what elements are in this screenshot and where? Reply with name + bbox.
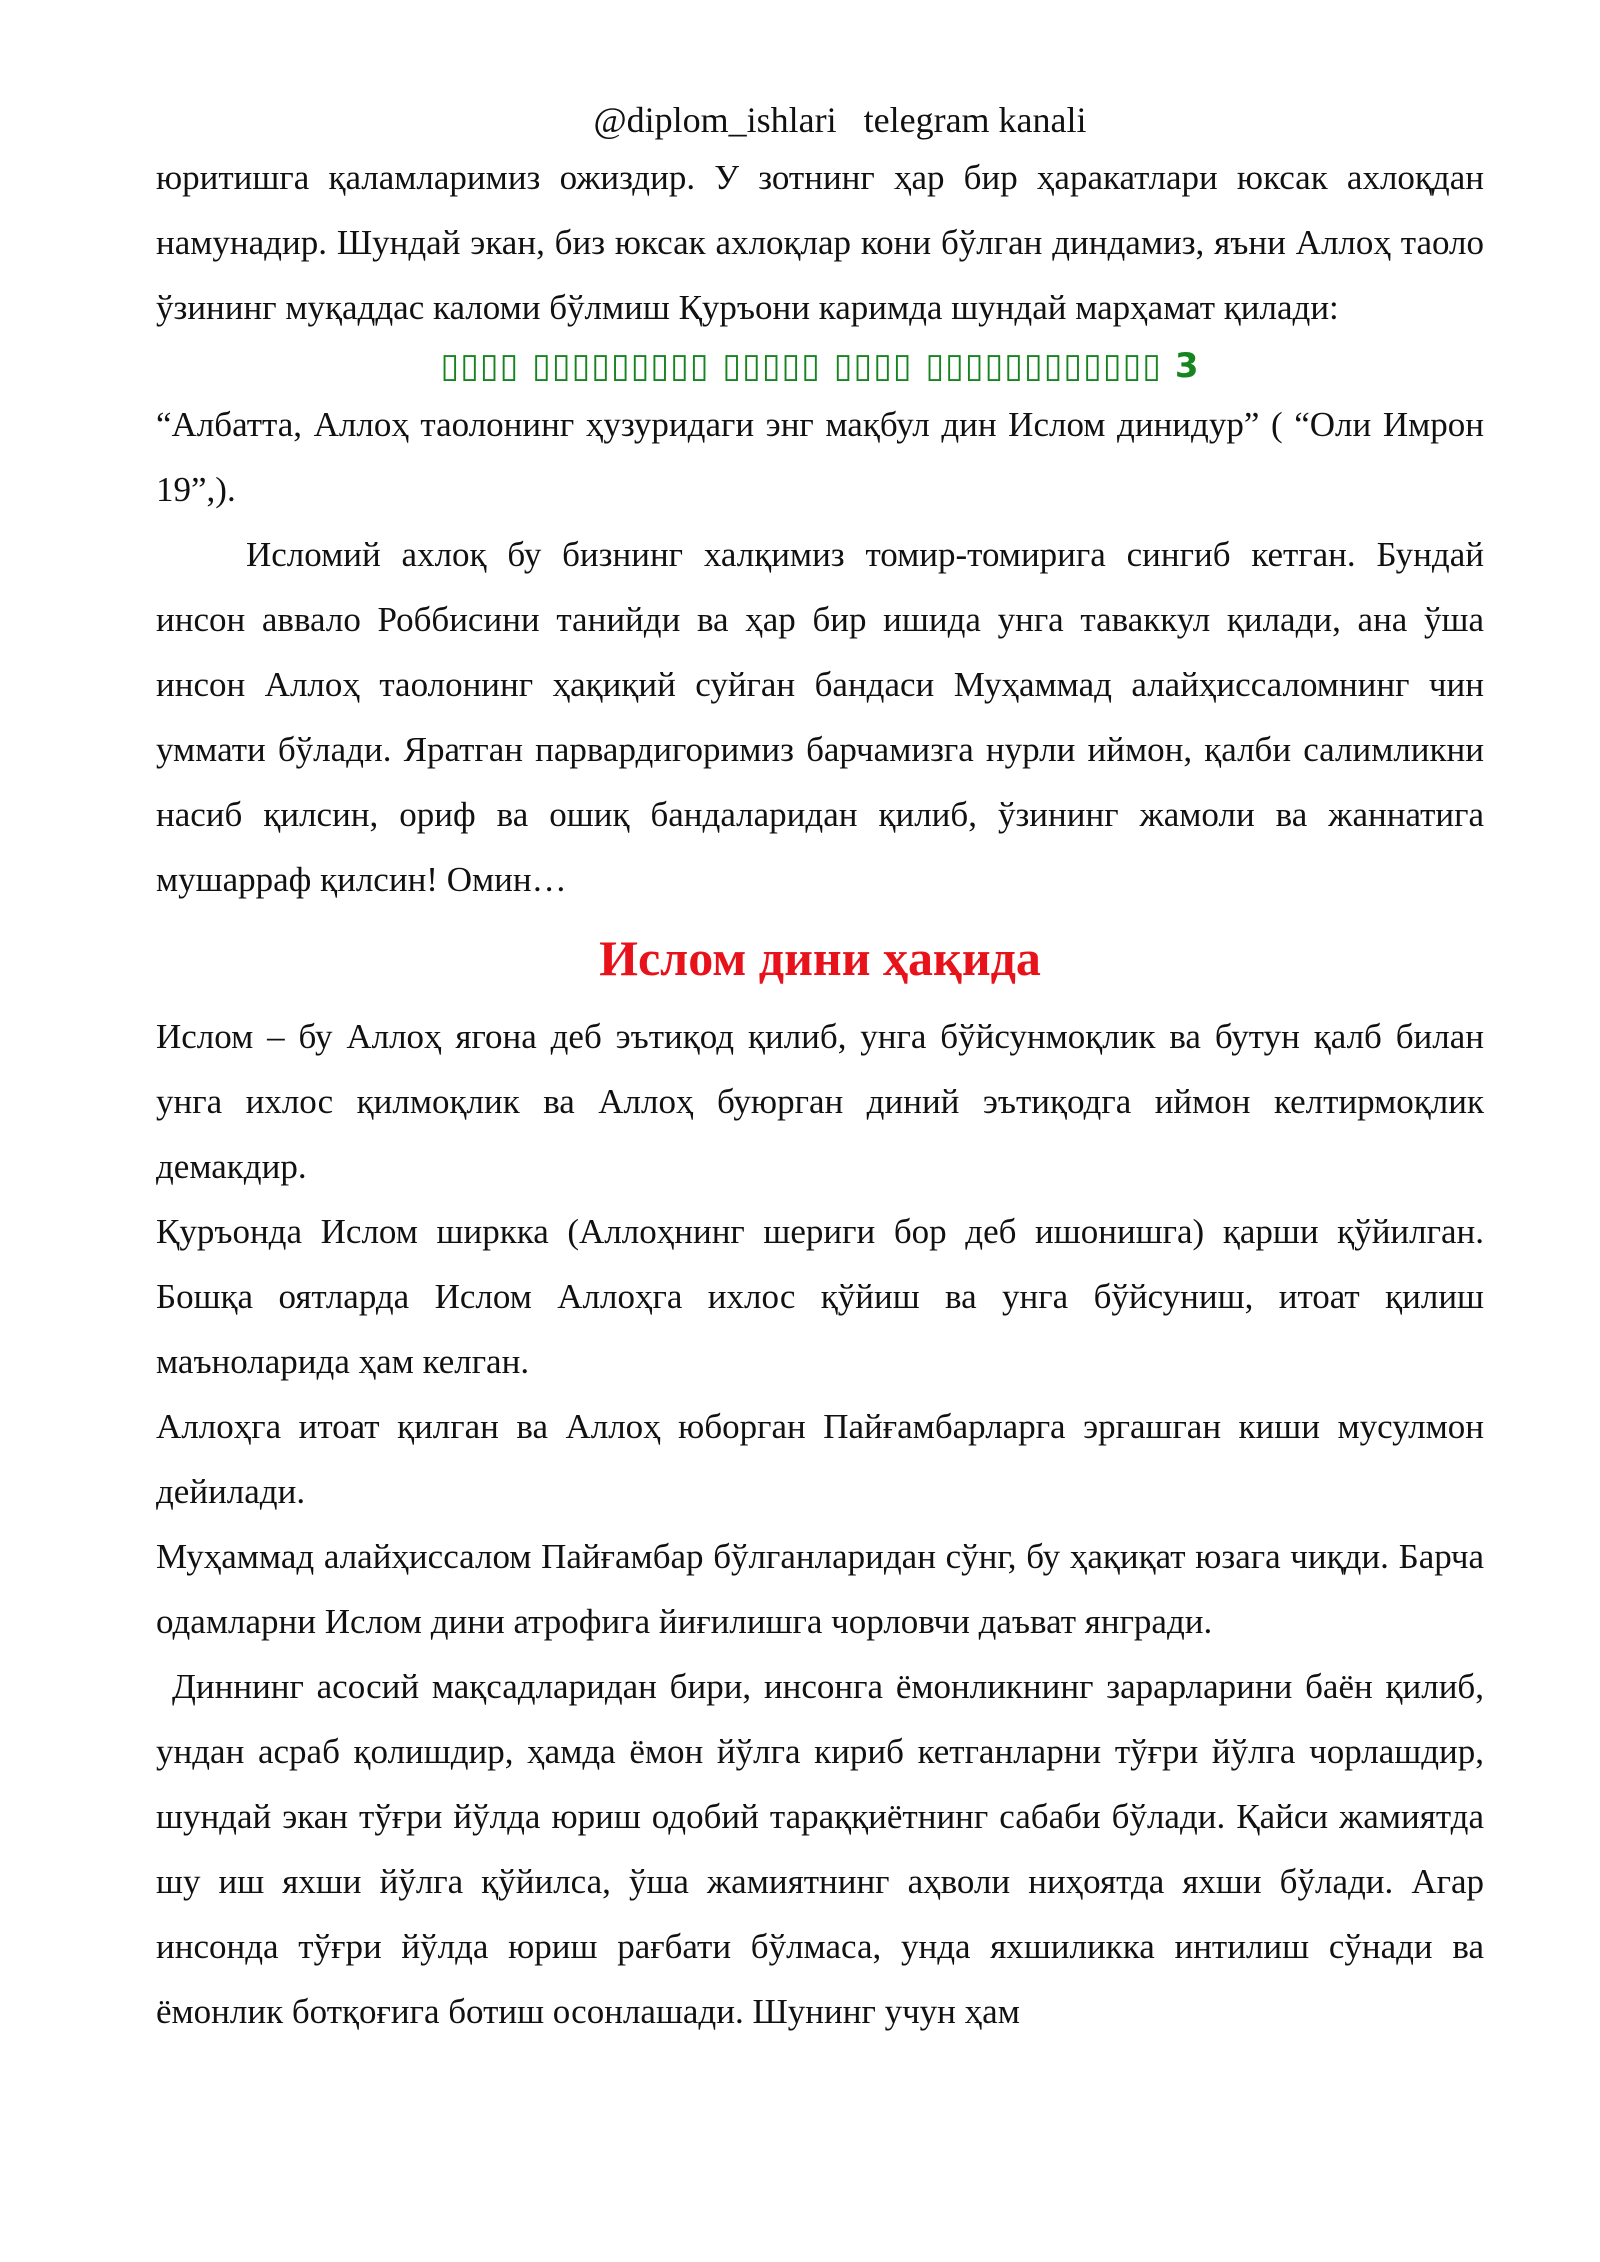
paragraph-definition: Ислом – бу Аллоҳ ягона деб эътиқод қилиб, унга бўйсунмоқлик ва бутун қалб билан унга ихлос қилмоқлик ва Аллоҳ буюрган диний эътиқодга иймон келтирмоқлик демакдир. — [156, 1017, 1484, 1186]
paragraph-islamic-ethics: Исломий ахлоқ бу бизнинг халқимиз томир-томирига сингиб кетган. Бундай инсон аввало Роббисини танийди ва ҳар бир ишида унга таваккул қилади, ана ўша инсон Аллоҳ таолонинг ҳақиқий суйган бандаси Муҳаммад алайҳиссаломнинг чин уммати бўлади. Яратган парвардигоримиз барчамизга нурли иймон, қалби салимликни насиб қилсин, ориф ва ошиқ бандаларидан қилиб, ўзининг жамоли ва жаннатига мушарраф қилсин! Омин… — [156, 535, 1484, 899]
paragraph-quran-shirk: Қуръонда Ислом ширкка (Аллоҳнинг шериги бор деб ишонишга) қарши қўйилган. Бошқа оятларда Ислом Аллоҳга ихлос қўйиш ва унга бўйсуниш, итоат қилиш маъноларида ҳам келган. — [156, 1212, 1484, 1381]
verse-translation: “Албатта, Аллоҳ таолонинг ҳузуридаги энг мақбул дин Ислом динидур” ( “Оли Имрон 19”,). — [156, 405, 1484, 509]
section-heading: Ислом дини ҳақида — [599, 930, 1041, 986]
document-body — [156, 145, 1484, 2044]
telegram-handle: @diplom_ishlari — [593, 100, 837, 140]
paragraph-intro: юритишга қаламларимиз ожиздир. У зотнинг ҳар бир ҳаракатлари юксак ахлоқдан намунадир. Шундай экан, биз юксак ахлоқлар кони бўлган диндамиз, яъни Аллоҳ таоло ўзининг муқаддас каломи бўлмиш Қуръони каримда шундай марҳамат қилади: — [156, 158, 1484, 327]
paragraph-purpose: Диннинг асосий мақсадларидан бири, инсонга ёмонликнинг зарарларини баён қилиб, ундан асраб қолишдир, ҳамда ёмон йўлга кириб кетганларни тўғри йўлга чорлашдир, шундай экан тўғри йўлда юриш одобий тараққиётнинг сабаби бўлади. Қайси жамиятда шу иш яхши йўлга қўйилса, ўша жамиятнинг аҳволи ниҳоятда яхши бўлади. Агар инсонда тўғри йўлда юриш рағбати бўлмаса, унда яхшиликка интилиш сўнади ва ёмонлик ботқоғига ботиш осонлашади. Шунинг учун ҳам — [156, 1667, 1484, 2031]
arabic-verse: ▯▯▯▯ ▯▯▯▯▯▯▯▯▯ ▯▯▯▯▯ ▯▯▯▯ ▯▯▯▯▯▯▯▯▯▯▯▯ 3 — [440, 346, 1200, 386]
telegram-channel-label: telegram kanali — [863, 100, 1087, 140]
page-header — [0, 92, 1600, 148]
paragraph-muslim: Аллоҳга итоат қилган ва Аллоҳ юборган Пайғамбарларга эргашган киши мусулмон дейилади. — [156, 1407, 1484, 1511]
paragraph-prophet: Муҳаммад алайҳиссалом Пайғамбар бўлганларидан сўнг, бу ҳақиқат юзага чиқди. Барча одамларни Ислом дини атрофига йиғилишга чорловчи даъват янгради. — [156, 1537, 1484, 1641]
